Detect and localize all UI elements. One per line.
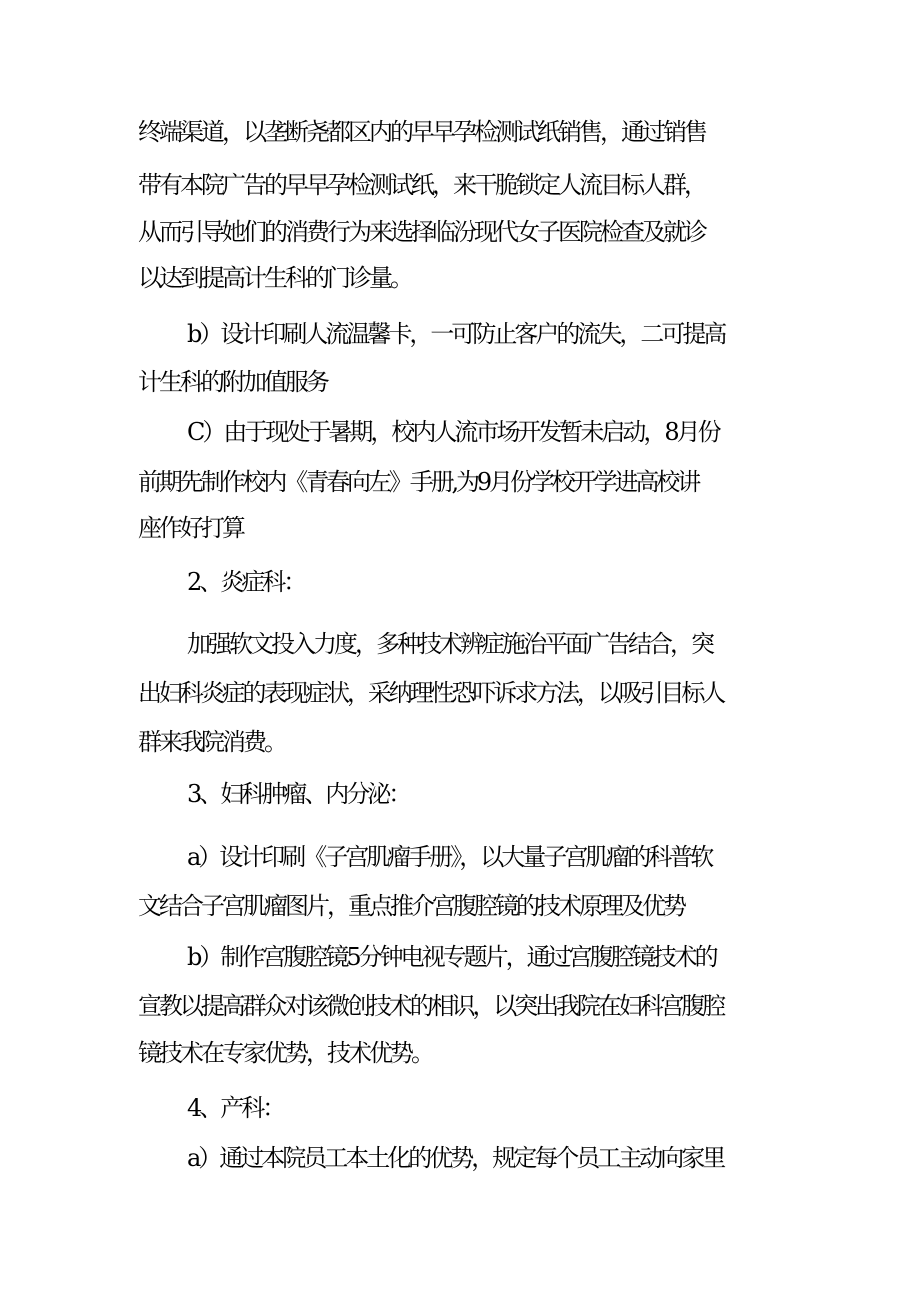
section-heading: 3、妇科肿瘤、内分泌： (187, 780, 410, 808)
text-line: b）制作宫腹腔镜5分钟电视专题片，通过宫腹腔镜技术的 (187, 943, 716, 971)
text-line: 镜技术在专家优势，技术优势。 (138, 1039, 432, 1067)
text-line: 带有本院广告的早早孕检测试纸，来干脆锁定人流目标人群， (138, 171, 705, 199)
text-line: 以达到提高计生科的门诊量。 (138, 264, 411, 292)
text-line: a）设计印刷《子宫肌瘤手册》，以大量子宫肌瘤的科普软 (187, 843, 712, 871)
text-line: 加强软文投入力度，多种技术辨症施治平面广告结合，突 (187, 630, 712, 658)
text-line: 从而引导她们的消费行为来选择临汾现代女子医院检查及就诊 (138, 218, 705, 246)
text-line: a）通过本院员工本土化的优势，规定每个员工主动向家里 (187, 1144, 724, 1172)
text-line: b）设计印刷人流温馨卡，一可防止客户的流失，二可提高 (187, 320, 725, 348)
text-line: 宣教以提高群众对该微创技术的相识，以突出我院在妇科宫腹腔 (138, 992, 724, 1020)
text-line: 出妇科炎症的表现症状，采纳理性恐吓诉求方法，以吸引目标人 (138, 679, 724, 707)
section-heading: 2、炎症科： (187, 568, 305, 596)
text-line: 群来我院消费。 (138, 728, 285, 756)
text-line: 座作好打算 (138, 514, 243, 542)
text-line: 前期先制作校内《青春向左》手册,为9月份学校开学进高校讲 (138, 468, 699, 496)
section-heading: 4、产科： (187, 1094, 284, 1122)
text-line: C）由于现处于暑期，校内人流市场开发暂未启动，8月份 (187, 418, 719, 446)
text-line: 计生科的附加值服务 (138, 368, 327, 396)
text-line: 终端渠道，以垄断尧都区内的早早孕检测试纸销售，通过销售 (138, 118, 705, 146)
text-line: 文结合子宫肌瘤图片，重点推介宫腹腔镜的技术原理及优势 (138, 892, 684, 920)
